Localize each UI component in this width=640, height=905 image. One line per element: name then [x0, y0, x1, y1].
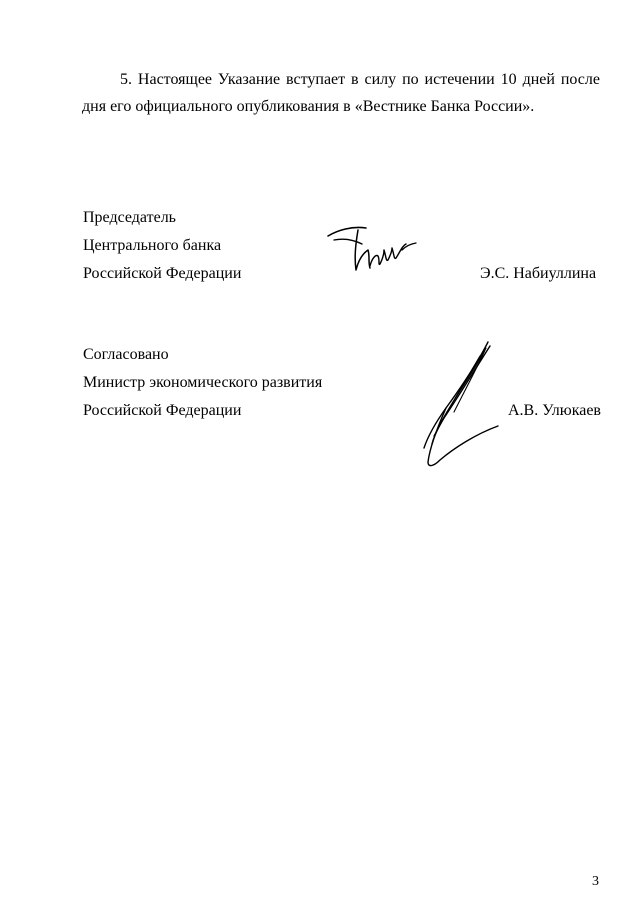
- page-number: 3: [592, 874, 599, 889]
- minister-name: А.В. Улюкаев: [508, 402, 601, 419]
- chairman-name: Э.С. Набиуллина: [480, 265, 597, 282]
- chairman-signature: [322, 216, 422, 278]
- paragraph-item-5: 5. Настоящее Указание вступает в силу по истечении 10 дней после дня его официального опубликования в «Вестнике Банка России».: [82, 71, 600, 115]
- agreed-label: Согласовано: [83, 346, 169, 363]
- minister-title-line1: Министр экономического развития: [83, 374, 323, 391]
- chairman-title-line2: Центрального банка: [83, 237, 222, 254]
- minister-signature: [410, 336, 510, 472]
- minister-title-line2: Российской Федерации: [83, 402, 242, 419]
- chairman-title-line3: Российской Федерации: [83, 265, 242, 282]
- chairman-title-line1: Председатель: [83, 209, 176, 226]
